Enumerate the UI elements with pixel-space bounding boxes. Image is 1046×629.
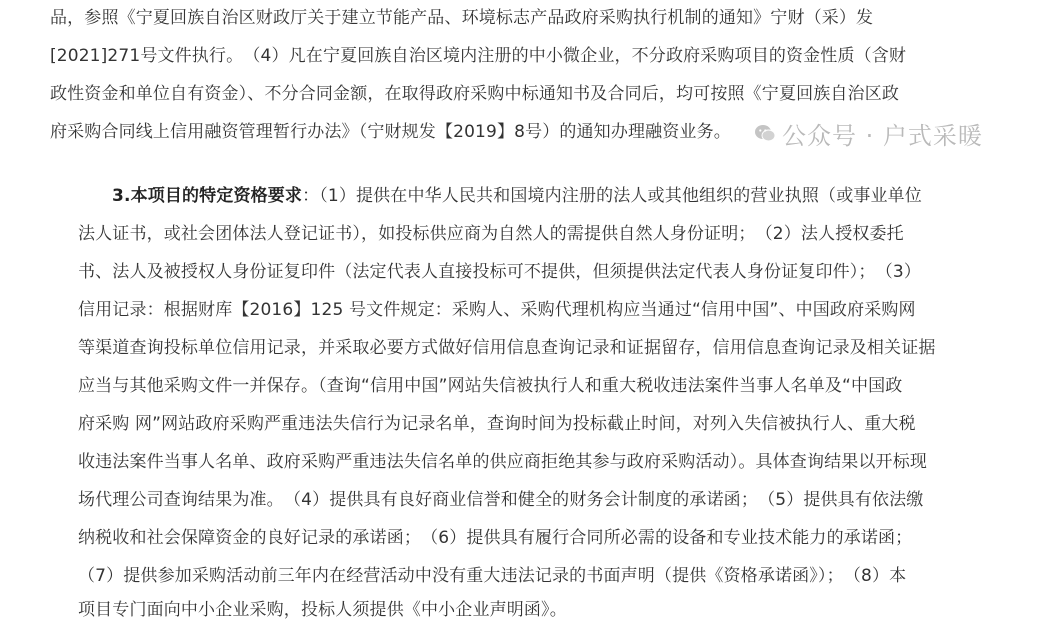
text-line: 应当与其他采购文件一并保存。（查询“信用中国”网站失信被执行人和重大税收违法案件当事人名单及“中国政 xyxy=(78,376,903,396)
text-line: （7）提供参加采购活动前三年内在经营活动中没有重大违法记录的书面声明（提供《资格承诺函》）； （8）本 xyxy=(78,566,907,586)
text-line-first xyxy=(112,186,922,206)
text-line: 府采购 网”网站政府采购严重违法失信行为记录名单，查询时间为投标截止时间，对列入失信被执行人、重大税 xyxy=(78,414,916,434)
text-line: 项目专门面向中小企业采购，投标人须提供《中小企业声明函》。 xyxy=(78,600,567,620)
text-line: 书、法人及被授权人身份证复印件（法定代表人直接投标可不提供，但须提供法定代表人身份证复印件）； （3） xyxy=(78,262,921,282)
text-line: 场代理公司查询结果为准。 （4）提供具有良好商业信誉和健全的财务会计制度的承诺函； （5）提供具有依法缴 xyxy=(78,490,924,510)
text-line: 品，参照《宁夏回族自治区财政厅关于建立节能产品、环境标志产品政府采购执行机制的通知》宁财（采）发 xyxy=(50,8,874,28)
text-line: 收违法案件当事人名单、政府采购严重违法失信名单的供应商拒绝其参与政府采购活动）。具体查询结果以开标现 xyxy=(78,452,927,472)
watermark-text: 公众号 · 户式采暖 xyxy=(782,121,983,150)
text-line: 纳税收和社会保障资金的良好记录的承诺函； （6）提供具有履行合同所必需的设备和专业技术能力的承诺函； xyxy=(78,528,913,548)
text-span: ：（1）提供在中华人民共和国境内注册的法人或其他组织的营业执照（或事业单位 xyxy=(302,186,922,206)
text-line: 信用记录：根据财库【2016】125 号文件规定：采购人、采购代理机构应当通过“信用中国”、中国政府采购网 xyxy=(78,300,916,320)
watermark xyxy=(754,117,983,149)
wechat-icon xyxy=(754,122,776,144)
text-line: 政性资金和单位自有资金）、不分合同金额，在取得政府采购中标通知书及合同后，均可按照《宁夏回族自治区政 xyxy=(50,84,899,104)
text-line: 府采购合同线上信用融资管理暂行办法》（宁财规发【2019】8号）的通知办理融资业务。 xyxy=(50,122,731,142)
text-line: 等渠道查询投标单位信用记录，并采取必要方式做好信用信息查询记录和证据留存，信用信息查询记录及相关证据 xyxy=(78,338,936,358)
text-line: 法人证书，或社会团体法人登记证书），如投标供应商为自然人的需提供自然人身份证明； （2）法人授权委托 xyxy=(78,224,904,244)
section-heading: 3.本项目的特定资格要求 xyxy=(112,186,303,206)
text-line: [2021]271号文件执行。 （4）凡在宁夏回族自治区境内注册的中小微企业，不分政府采购项目的资金性质（含财 xyxy=(50,46,907,66)
